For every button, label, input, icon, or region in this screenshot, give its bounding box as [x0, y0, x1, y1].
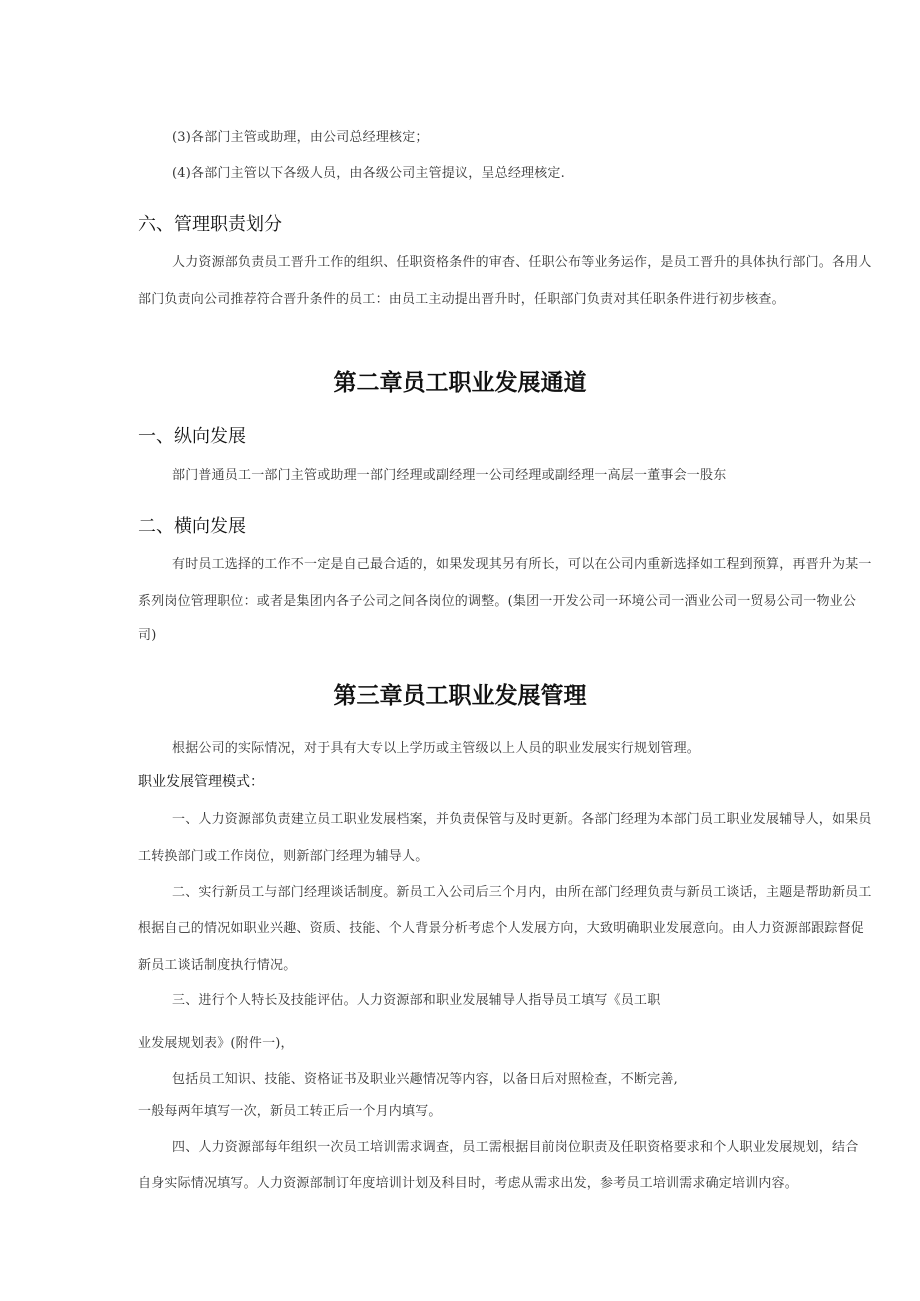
paragraph-line: 三、进行个人特长及技能评估。人力资源部和职业发展辅导人指导员工填写《员工职	[172, 993, 661, 1008]
section-heading-horizontal-development: 二、横向发展	[138, 516, 246, 537]
paragraph-line: 二、实行新员工与部门经理谈话制度。新员工入公司后三个月内，由所在部门经理负责与新员工谈话，主题是帮助新员工	[172, 885, 872, 900]
paragraph-line: 自身实际情况填写。人力资源部制订年度培训计划及科目时，考虑从需求出发，参考员工培训需求确定培训内容。	[138, 1176, 799, 1191]
paragraph-line: 部门普通员工一部门主管或助理一部门经理或副经理一公司经理或副经理一高层一董事会一股东	[172, 468, 727, 483]
paragraph-line: 四、人力资源部每年组织一次员工培训需求调查，员工需根据目前岗位职责及任职资格要求和个人职业发展规划，结合	[172, 1140, 859, 1155]
paragraph-line: 根据公司的实际情况，对于具有大专以上学历或主管级以上人员的职业发展实行规划管理。	[172, 741, 701, 756]
paragraph-line: 一、人力资源部负责建立员工职业发展档案，并负责保管与及时更新。各部门经理为本部门员工职业发展辅导人，如果员	[172, 812, 872, 827]
paragraph-line: 司)	[138, 628, 157, 643]
paragraph-line: 人力资源部负责员工晋升工作的组织、任职资格条件的审杳、任职公布等业务运作，是员工晋升的具体执行部门。各用人	[172, 255, 872, 270]
approval-item-3: (3)各部门主管或助理，由公司总经理核定；	[172, 130, 429, 145]
paragraph-line: 根据自己的情况如职业兴趣、资质、技能、个人背景分析考虑个人发展方向，大致明确职业发展意向。由人力资源部跟踪督促	[138, 921, 865, 936]
approval-item-4: (4)各部门主管以下各级人员，由各级公司主管提议，呈总经理核定.	[172, 166, 565, 181]
paragraph-line: 业发展规划表》(附件一)，	[138, 1036, 294, 1051]
paragraph-line: 新员工谈话制度执行情况。	[138, 958, 297, 973]
chapter-2-title: 第二章员工职业发展通道	[333, 369, 587, 396]
paragraph-line: 一般每两年填写一次，新员工转正后一个月内填写。	[138, 1104, 442, 1119]
section-heading-vertical-development: 一、纵向发展	[138, 426, 246, 447]
subheading-management-mode: 职业发展管理模式：	[138, 774, 264, 790]
paragraph-line: 工转换部门或工作岗位，则新部门经理为辅导人。	[138, 849, 429, 864]
section-heading-management-duties: 六、管理职责划分	[138, 214, 282, 235]
chapter-3-title: 第三章员工职业发展管理	[333, 682, 587, 709]
paragraph-line: 包括员工知识、技能、资格证书及职业兴趣情况等内容，以备日后对照检查，不断完善,	[172, 1072, 678, 1087]
paragraph-line: 有时员工选择的工作不一定是自己最合适的，如果发现其另有所长，可以在公司内重新选择如工程到预算，再晋升为某一	[172, 557, 872, 572]
paragraph-line: 系列岗位管理职位：或者是集团内各子公司之间各岗位的调整。(集团一开发公司一环境公司一酒业公司一贸易公司一物业公	[138, 594, 857, 609]
paragraph-line: 部门负责向公司推荐符合晋升条件的员工：由员工主动提出晋升时，任职部门负责对其任职条件进行初步核查。	[138, 292, 785, 307]
